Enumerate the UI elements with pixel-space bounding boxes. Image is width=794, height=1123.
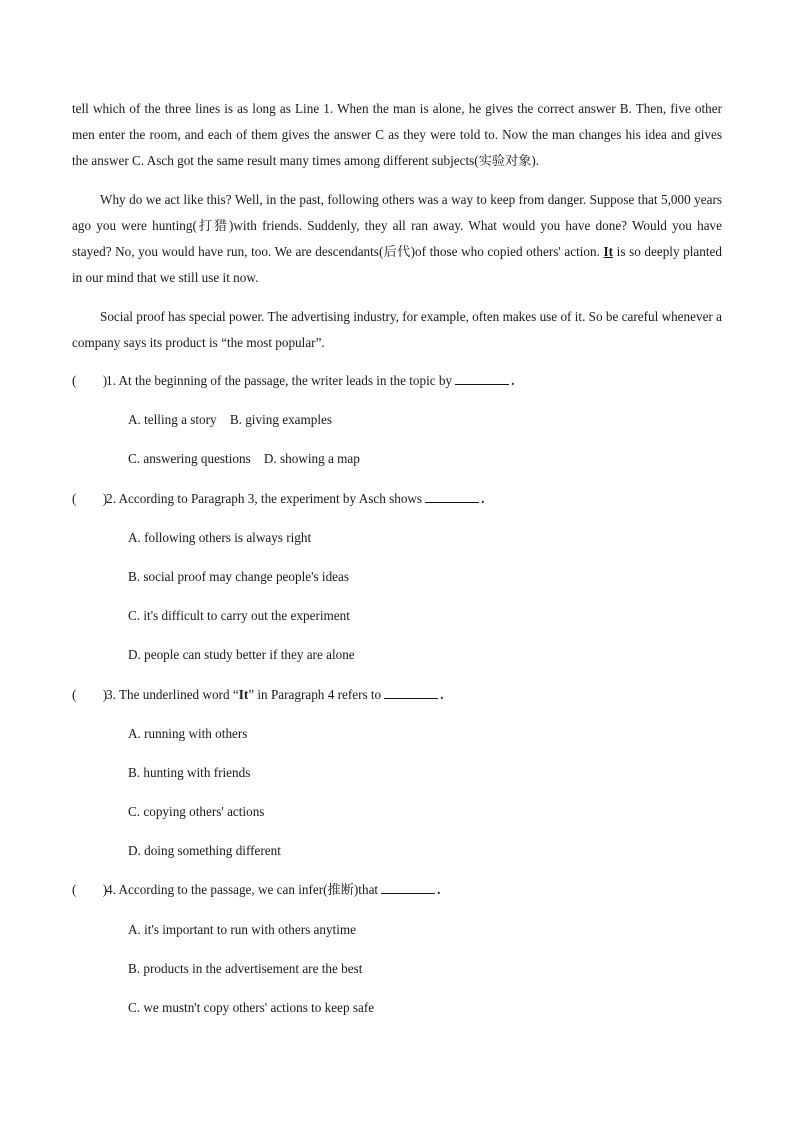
quoted-word-it: It (238, 686, 249, 702)
question-3 (72, 682, 722, 708)
answer-blank (381, 879, 435, 894)
paragraph-2-text-end: is so deeply planted in our mind that we still use it now. (72, 244, 722, 285)
answer-bracket[interactable]: ( ) (72, 373, 108, 388)
option-c[interactable]: C. we mustn't copy others' actions to keep safe (128, 1000, 375, 1015)
question-1 (72, 368, 722, 394)
stem-end: . (481, 490, 485, 506)
option-d[interactable]: D. doing something different (128, 843, 281, 859)
answer-blank (455, 370, 509, 385)
answer-blank (384, 684, 438, 699)
question-stem: 1. At the beginning of the passage, the writer leads in the topic by (106, 373, 453, 388)
passage-paragraph-1: tell which of the three lines is as long as Line 1. When the man is alone, he gives the correct answer B. Then, five other men enter the room, and each of them gives the answer C as they were told to. Now the man changes his idea and gives the answer C. Asch got the same result many times among different subjects(实验对象). (72, 101, 722, 168)
question-stem: 4. According to the passage, we can infer(推断)that (106, 882, 379, 898)
question-4 (72, 877, 722, 903)
passage-paragraph-2 (72, 187, 722, 291)
question-stem-mid: ” in Paragraph 4 refers to (248, 686, 382, 702)
paragraph-2-text: Why do we act like this? Well, in the past, following others was a way to keep from danger. Suppose that 5,000 years ago you were hunting(打猎)with friends. Suddenly, they all ran away. What would you have done? Would you have stayed? No, you would have run, too. We are descendants(后代)of those who copied others' action. (72, 192, 722, 259)
option-line[interactable]: A. telling a story B. giving examples (128, 412, 333, 428)
question-stem: 3. The underlined word “ (106, 686, 239, 702)
answer-bracket[interactable]: ( ) (72, 490, 108, 506)
option-c[interactable]: C. it's difficult to carry out the experiment (128, 608, 350, 624)
question-stem: 2. According to Paragraph 3, the experiment by Asch shows (106, 490, 423, 506)
stem-end: . (440, 686, 444, 702)
option-c[interactable]: C. copying others' actions (128, 804, 265, 820)
question-list (72, 368, 722, 1021)
option-a[interactable]: A. following others is always right (128, 529, 312, 545)
passage-paragraph-3: Social proof has special power. The advertising industry, for example, often makes use of it. So be careful whenever a company says its product is “the most popular”. (72, 309, 722, 350)
option-line[interactable]: C. answering questions D. showing a map (128, 451, 360, 467)
answer-blank (425, 488, 479, 503)
stem-end: . (511, 373, 515, 388)
answer-bracket[interactable]: ( ) (72, 686, 108, 702)
question-2 (72, 486, 722, 512)
option-a[interactable]: A. it's important to run with others anytime (128, 921, 356, 937)
option-a[interactable]: A. running with others (128, 725, 248, 741)
worksheet-page (72, 96, 722, 1021)
option-b[interactable]: B. products in the advertisement are the best (128, 960, 363, 976)
answer-bracket[interactable]: ( ) (72, 882, 108, 898)
underlined-word-it: It (603, 244, 614, 259)
option-b[interactable]: B. hunting with friends (128, 764, 251, 780)
stem-end: . (437, 882, 441, 898)
option-b[interactable]: B. social proof may change people's ideas (128, 568, 350, 584)
option-d[interactable]: D. people can study better if they are alone (128, 647, 355, 663)
